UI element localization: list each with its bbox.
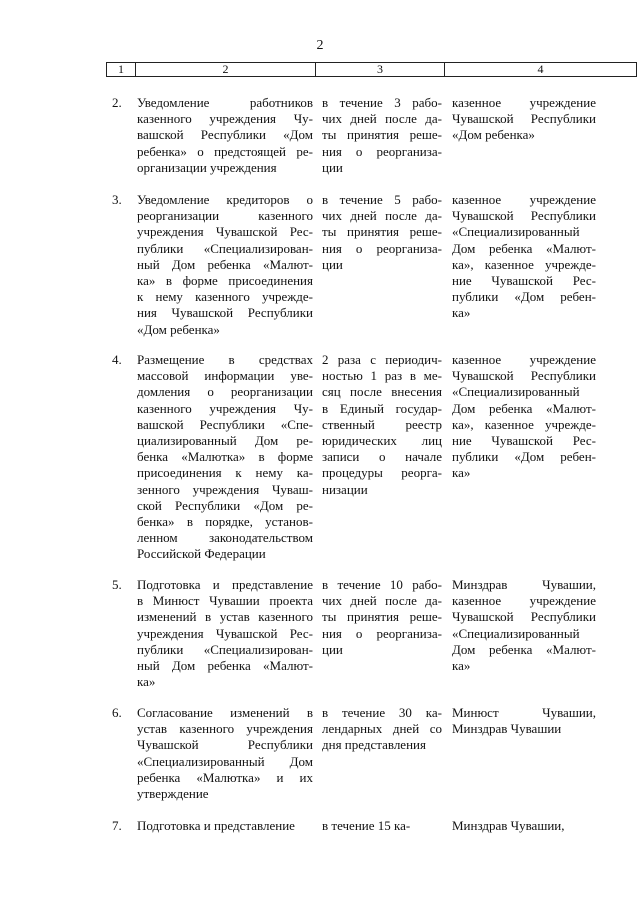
responsible-cell bbox=[452, 95, 596, 144]
text-line: утверждение bbox=[137, 786, 209, 802]
header-col-1: 1 bbox=[107, 63, 136, 76]
text-line: Чувашской Республики bbox=[452, 208, 596, 224]
responsible-cell bbox=[452, 577, 596, 674]
text-line: Минздрав Чувашии, bbox=[452, 818, 565, 833]
text-line: сяц после внесения bbox=[322, 384, 442, 400]
text-line: в течение 10 рабо- bbox=[322, 577, 442, 592]
text-line: в течение 5 рабо- bbox=[322, 192, 442, 207]
text-line: ние Чувашской Рес- bbox=[452, 273, 596, 289]
deadline-cell bbox=[322, 95, 442, 176]
row-number: 7. bbox=[112, 818, 122, 833]
text-line: казенное учреждение bbox=[452, 593, 596, 609]
text-line: Дом ребенка «Малют- bbox=[452, 641, 596, 657]
text-line: лендарных дней со bbox=[322, 721, 442, 737]
text-line: в Минюст Чувашии проекта bbox=[137, 593, 313, 609]
text-line: Размещение в средствах bbox=[137, 352, 313, 367]
text-line: вашской Республики «Спе- bbox=[137, 416, 313, 432]
text-line: Чувашской Республики bbox=[452, 111, 596, 127]
text-line: бенка «Малютка» в форме bbox=[137, 449, 313, 465]
text-line: Минюст Чувашии, bbox=[452, 705, 596, 720]
text-line: ской Республики «Дом ре- bbox=[137, 497, 313, 513]
text-line: в течение 15 ка- bbox=[322, 818, 411, 833]
text-line: организации учреждения bbox=[137, 159, 277, 175]
deadline-cell bbox=[322, 352, 442, 498]
text-line: публики «Дом ребен- bbox=[452, 449, 596, 465]
text-line: Дом ребенка «Малют- bbox=[452, 400, 596, 416]
text-line: ка» bbox=[452, 305, 471, 321]
text-line: массовой информации уве- bbox=[137, 368, 313, 384]
deadline-cell bbox=[322, 192, 442, 273]
text-line: публики «Специализирован- bbox=[137, 641, 313, 657]
text-line: «Дом ребенка» bbox=[137, 321, 220, 337]
text-line: ния о реорганиза- bbox=[322, 240, 442, 256]
action-cell bbox=[137, 705, 313, 802]
text-line: казенного учреждения Чу- bbox=[137, 111, 313, 127]
text-line: изменений в устав казенного bbox=[137, 609, 313, 625]
action-cell bbox=[137, 577, 313, 690]
text-line: ка», казенное учрежде- bbox=[452, 416, 596, 432]
text-line: ленном законодательством bbox=[137, 530, 313, 546]
text-line: Чувашской Республики bbox=[137, 737, 313, 753]
text-line: ния о реорганиза- bbox=[322, 143, 442, 159]
text-line: «Специализированный bbox=[452, 224, 580, 240]
text-line: ции bbox=[322, 256, 343, 272]
text-line: Подготовка и представление bbox=[137, 577, 313, 592]
text-line: Минздрав Чувашии bbox=[452, 721, 562, 737]
text-line: казенного учреждения Чу- bbox=[137, 400, 313, 416]
text-line: Дом ребенка «Малют- bbox=[452, 240, 596, 256]
text-line: чих дней после да- bbox=[322, 111, 442, 127]
text-line: ции bbox=[322, 641, 343, 657]
text-line: «Специализированный bbox=[452, 384, 580, 400]
text-line: Чувашской Республики bbox=[452, 368, 596, 384]
table-header bbox=[106, 62, 637, 77]
text-line: ребенка «Малютка» и их bbox=[137, 769, 313, 785]
text-line: к нему казенного учрежде- bbox=[137, 289, 313, 305]
text-line: «Специализированный Дом bbox=[137, 753, 313, 769]
text-line: ственный реестр bbox=[322, 416, 442, 432]
row-number: 3. bbox=[112, 192, 122, 207]
text-line: Подготовка и представление bbox=[137, 818, 295, 833]
text-line: ностью 1 раз в ме- bbox=[322, 368, 442, 384]
text-line: ребенка» о предстоящей ре- bbox=[137, 143, 313, 159]
text-line: Уведомление работников bbox=[137, 95, 313, 110]
text-line: в течение 3 рабо- bbox=[322, 95, 442, 110]
text-line: дня представления bbox=[322, 737, 426, 753]
text-line: Уведомление кредиторов о bbox=[137, 192, 313, 207]
text-line: казенное учреждение bbox=[452, 352, 596, 367]
text-line: чих дней после да- bbox=[322, 593, 442, 609]
responsible-cell bbox=[452, 818, 596, 834]
action-cell bbox=[137, 95, 313, 176]
text-line: «Специализированный bbox=[452, 625, 580, 641]
text-line: домления о реорганизации bbox=[137, 384, 313, 400]
row-number: 4. bbox=[112, 352, 122, 367]
responsible-cell bbox=[452, 352, 596, 482]
text-line: ты принятия реше- bbox=[322, 609, 442, 625]
text-line: ка» в форме присоединения bbox=[137, 273, 313, 289]
text-line: «Дом ребенка» bbox=[452, 127, 535, 143]
text-line: циализированный Дом ре- bbox=[137, 433, 313, 449]
text-line: Согласование изменений в bbox=[137, 705, 313, 720]
text-line: казенное учреждение bbox=[452, 192, 596, 207]
action-cell bbox=[137, 352, 313, 563]
text-line: бенка» в порядке, установ- bbox=[137, 514, 313, 530]
text-line: учреждения Чувашской Рес- bbox=[137, 224, 313, 240]
text-line: зенного учреждения Чуваш- bbox=[137, 481, 313, 497]
text-line: ка» bbox=[452, 658, 471, 674]
text-line: Минздрав Чувашии, bbox=[452, 577, 596, 592]
text-line: ный Дом ребенка «Малют- bbox=[137, 256, 313, 272]
deadline-cell bbox=[322, 818, 442, 834]
text-line: чих дней после да- bbox=[322, 208, 442, 224]
text-line: записи о начале bbox=[322, 449, 442, 465]
text-line: ния о реорганиза- bbox=[322, 625, 442, 641]
text-line: ка» bbox=[452, 465, 471, 481]
action-cell bbox=[137, 192, 313, 338]
text-line: ние Чувашской Рес- bbox=[452, 433, 596, 449]
row-number: 6. bbox=[112, 705, 122, 720]
text-line: ния Чувашской Республики bbox=[137, 305, 313, 321]
text-line: ты принятия реше- bbox=[322, 224, 442, 240]
text-line: казенное учреждение bbox=[452, 95, 596, 110]
text-line: в Единый государ- bbox=[322, 400, 442, 416]
deadline-cell bbox=[322, 577, 442, 658]
header-col-4: 4 bbox=[537, 62, 544, 76]
text-line: присоединения к нему ка- bbox=[137, 465, 313, 481]
text-line: Чувашской Республики bbox=[452, 609, 596, 625]
row-number: 2. bbox=[112, 95, 122, 110]
text-line: ка», казенное учрежде- bbox=[452, 256, 596, 272]
text-line: ты принятия реше- bbox=[322, 127, 442, 143]
header-col-2: 2 bbox=[136, 63, 316, 76]
text-line: учреждения Чувашской Рес- bbox=[137, 625, 313, 641]
text-line: ции bbox=[322, 159, 343, 175]
text-line: устав казенного учреждения bbox=[137, 721, 313, 737]
text-line: вашской Республики «Дом bbox=[137, 127, 313, 143]
text-line: публики «Дом ребен- bbox=[452, 289, 596, 305]
responsible-cell bbox=[452, 192, 596, 322]
text-line: в течение 30 ка- bbox=[322, 705, 442, 720]
text-line: Российской Федерации bbox=[137, 546, 266, 562]
text-line: низации bbox=[322, 481, 368, 497]
row-number: 5. bbox=[112, 577, 122, 592]
text-line: публики «Специализирован- bbox=[137, 240, 313, 256]
page-number: 2 bbox=[316, 38, 324, 53]
text-line: юридических лиц bbox=[322, 433, 442, 449]
action-cell bbox=[137, 818, 313, 834]
deadline-cell bbox=[322, 705, 442, 754]
text-line: 2 раза с периодич- bbox=[322, 352, 442, 367]
text-line: ка» bbox=[137, 674, 156, 690]
responsible-cell bbox=[452, 705, 596, 737]
text-line: процедуры реорга- bbox=[322, 465, 442, 481]
text-line: реорганизации казенного bbox=[137, 208, 313, 224]
text-line: ный Дом ребенка «Малют- bbox=[137, 658, 313, 674]
header-col-3: 3 bbox=[316, 63, 445, 76]
